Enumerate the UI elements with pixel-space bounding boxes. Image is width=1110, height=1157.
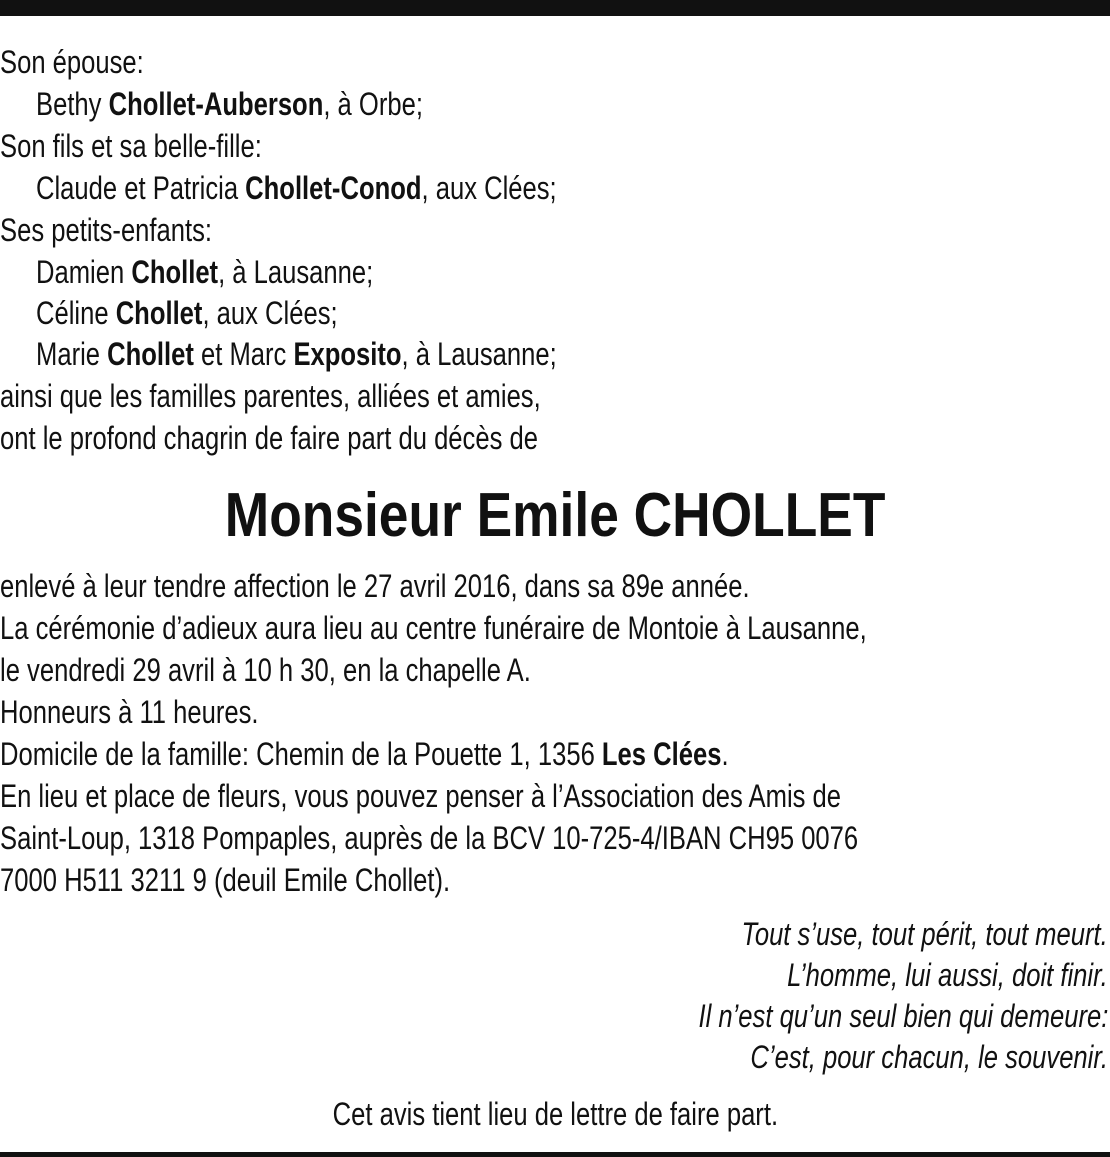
son-line	[36, 168, 557, 208]
details-line-4: Honneurs à 11 heures.	[0, 694, 259, 730]
grandchild-last-name: Chollet	[115, 295, 203, 331]
son-first-names: Claude et Patricia	[36, 170, 246, 206]
details-line-6: En lieu et place de fleurs, vous pouvez penser à l’Association des Amis de	[0, 778, 842, 814]
poem-line-2: L’homme, lui aussi, doit finir.	[787, 957, 1108, 993]
grandchild-conjunction: et Marc	[193, 336, 294, 372]
details-line-3: le vendredi 29 avril à 10 h 30, en la chapelle A.	[0, 652, 531, 688]
poem-line-4: C’est, pour chacun, le souvenir.	[750, 1039, 1108, 1075]
details-line-2: La cérémonie d’adieux aura lieu au centre funéraire de Montoie à Lausanne,	[0, 610, 867, 646]
grandchild-last-name: Chollet	[131, 254, 219, 290]
spouse-last-name: Chollet-Auberson	[108, 86, 324, 122]
spouse-place: , à Orbe;	[323, 86, 423, 122]
son-heading: Son fils et sa belle-fille:	[0, 128, 262, 164]
footer-note	[0, 1094, 1110, 1134]
spouse-first-name: Bethy	[36, 86, 109, 122]
domicile-text: Domicile de la famille: Chemin de la Pouette 1, 1356	[0, 736, 602, 772]
details-line-7: Saint-Loup, 1318 Pompaples, auprès de la BCV 10-725-4/IBAN CH95 0076	[0, 820, 859, 856]
spouse-line	[36, 84, 423, 124]
son-place: , aux Clées;	[421, 170, 557, 206]
grandchild-last-name: Chollet	[107, 336, 194, 372]
poem-line-3: Il n’est qu’un seul bien qui demeure:	[698, 998, 1108, 1034]
grandchildren-heading: Ses petits-enfants:	[0, 212, 213, 248]
deceased-name-text: Monsieur Emile CHOLLET	[224, 481, 886, 550]
grandchild-place: , aux Clées;	[202, 295, 338, 331]
bottom-rule	[0, 1152, 1110, 1157]
deceased-name	[0, 478, 1110, 554]
partner-last-name: Exposito	[293, 336, 402, 372]
grandchild-place: , à Lausanne;	[218, 254, 374, 290]
son-last-name: Chollet-Conod	[245, 170, 422, 206]
details-line-1: enlevé à leur tendre affection le 27 avril 2016, dans sa 89e année.	[0, 568, 750, 604]
grandchild-line-1	[36, 252, 373, 292]
announce-line: ont le profond chagrin de faire part du décès de	[0, 420, 538, 456]
poem-line-1: Tout s’use, tout périt, tout meurt.	[741, 916, 1108, 952]
relatives-line: ainsi que les familles parentes, alliées et amies,	[0, 378, 541, 414]
grandchild-line-3	[36, 334, 557, 374]
details-line-5	[0, 734, 729, 774]
grandchild-line-2	[36, 293, 338, 333]
grandchild-first-name: Marie	[36, 336, 108, 372]
grandchild-first-name: Damien	[36, 254, 132, 290]
footer-note-text: Cet avis tient lieu de lettre de faire part.	[332, 1096, 778, 1132]
spouse-heading: Son épouse:	[0, 44, 144, 80]
grandchild-place: , à Lausanne;	[401, 336, 557, 372]
grandchild-first-name: Céline	[36, 295, 116, 331]
domicile-period: .	[721, 736, 729, 772]
details-line-8: 7000 H511 3211 9 (deuil Emile Chollet).	[0, 862, 451, 898]
domicile-town: Les Clées	[601, 736, 722, 772]
